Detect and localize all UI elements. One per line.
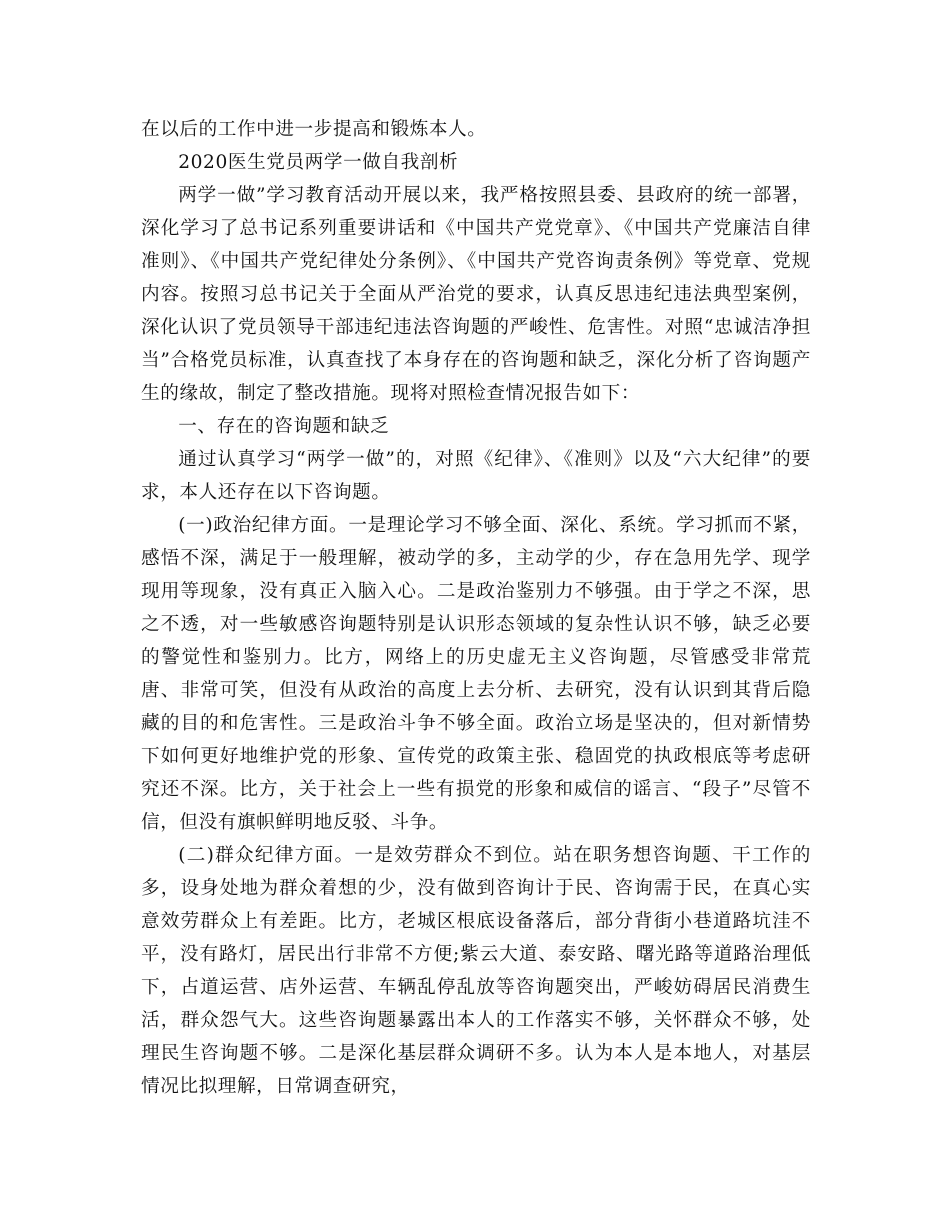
paragraph-title: 2020医生党员两学一做自我剖析	[178, 152, 459, 173]
section-heading-1: 一、存在的咨询题和缺乏	[178, 416, 390, 437]
paragraph-mass-discipline: (二)群众纪律方面。一是效劳群众不到位。站在职务想咨询题、干工作的多，设身处地为群众着想的少，没有做到咨询计于民、咨询需于民，在真心实意效劳群众上有差距。比方，老城区根底设备落后，部分背街小巷道路坑洼不平，没有路灯，居民出行非常不方便;紫云大道、泰安路、曙光路等道路治理低下，占道运营、店外运营、车辆乱停乱放等咨询题突出，严峻妨碍居民消费生活，群众怨气大。这些咨询题暴露出本人的工作落实不够，关怀群众不够，处理民生咨询题不够。二是深化基层群众调研不多。认为本人是本地人，对基层情况比拟理解，日常调查研究，	[141, 845, 811, 1097]
paragraph-intro: 两学一做”学习教育活动开展以来，我严格按照县委、县政府的统一部署，深化学习了总书记系列重要讲话和《中国共产党党章》、《中国共产党廉洁自律准则》、《中国共产党纪律处分条例》、《中国共产党咨询责条例》等党章、党规内容。按照习总书记关于全面从严治党的要求，认真反思违纪违法典型案例，深化认识了党员领导干部违纪违法咨询题的严峻性、危害性。对照“忠诚洁净担当”合格党员标准，认真查找了本身存在的咨询题和缺乏，深化分析了咨询题产生的缘故，制定了整改措施。现将对照检查情况报告如下：	[141, 185, 811, 404]
paragraph-requirements: 通过认真学习“两学一做”的，对照《纪律》、《准则》以及“六大纪律”的要求，本人还存在以下咨询题。	[141, 449, 811, 503]
document-page	[141, 113, 811, 1103]
paragraph-1: 在以后的工作中进一步提高和锻炼本人。	[141, 119, 487, 140]
paragraph-political-discipline: (一)政治纪律方面。一是理论学习不够全面、深化、系统。学习抓而不紧，感悟不深，满足于一般理解，被动学的多，主动学的少，存在急用先学、现学现用等现象，没有真正入脑入心。二是政治鉴别力不够强。由于学之不深，思之不透，对一些敏感咨询题特别是认识形态领域的复杂性认识不够，缺乏必要的警觉性和鉴别力。比方，网络上的历史虚无主义咨询题，尽管感受非常荒唐、非常可笑，但没有从政治的高度上去分析、去研究，没有认识到其背后隐藏的目的和危害性。三是政治斗争不够全面。政治立场是坚决的，但对新情势下如何更好地维护党的形象、宣传党的政策主张、稳固党的执政根底等考虑研究还不深。比方，关于社会上一些有损党的形象和威信的谣言、“段子”尽管不信，但没有旗帜鲜明地反驳、斗争。	[141, 515, 811, 833]
